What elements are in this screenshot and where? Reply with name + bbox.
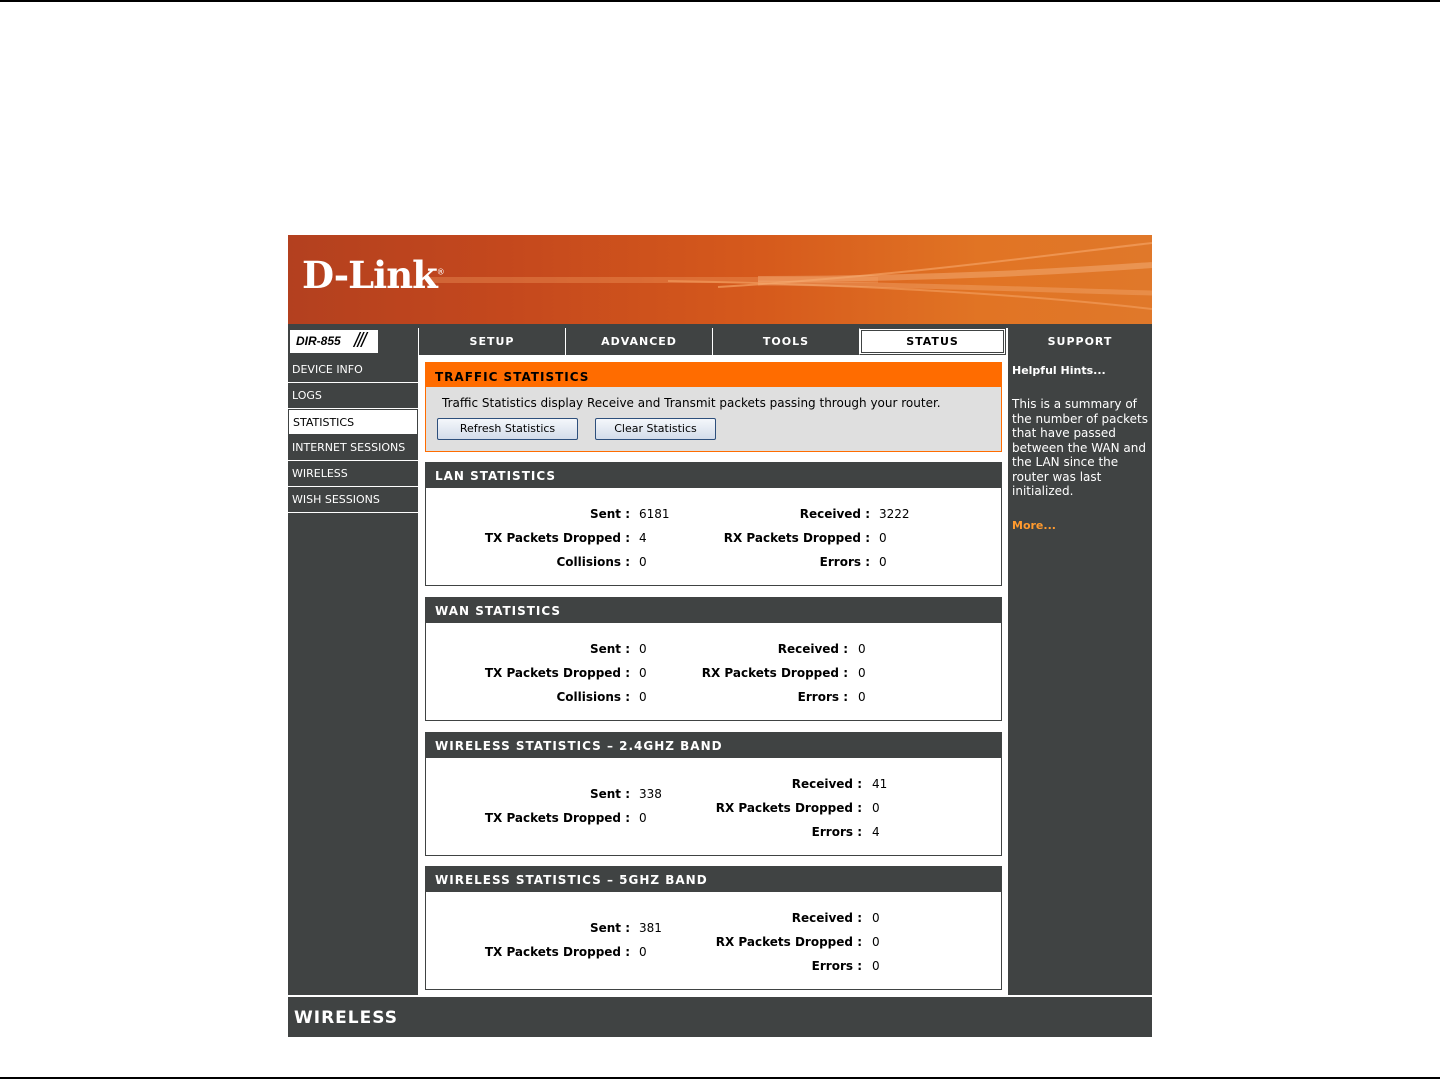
tab-advanced[interactable]: ADVANCED — [565, 328, 712, 355]
model-slash-graphic: /// — [354, 330, 365, 352]
lan-tx-dropped-value: 4 — [639, 531, 647, 545]
lan-sent-value: 6181 — [639, 507, 670, 521]
lan-rx-dropped-value: 0 — [879, 531, 887, 545]
main-content — [420, 355, 1006, 995]
sidebar-item-internet-sessions[interactable]: INTERNET SESSIONS — [288, 435, 418, 461]
wan-errors-value: 0 — [858, 690, 866, 704]
footer-wireless-label: WIRELESS — [294, 1008, 398, 1028]
clear-statistics-button[interactable]: Clear Statistics — [595, 418, 716, 440]
lan-errors-label: Errors : — [820, 555, 870, 569]
lan-received-label: Received : — [800, 507, 870, 521]
wireless24-tx-dropped-label: TX Packets Dropped : — [485, 811, 630, 825]
sidebar-item-wireless[interactable]: WIRELESS — [288, 461, 418, 487]
sidebar-item-logs[interactable]: LOGS — [288, 383, 418, 409]
sidebar-item-device-info[interactable]: DEVICE INFO — [288, 357, 418, 383]
wireless5-tx-dropped-value: 0 — [639, 945, 647, 959]
helpful-hints-title: Helpful Hints... — [1012, 364, 1106, 377]
lan-received-value: 3222 — [879, 507, 910, 521]
wan-errors-label: Errors : — [798, 690, 848, 704]
model-cell — [288, 328, 418, 355]
wireless24-sent-value: 338 — [639, 787, 662, 801]
wireless24-sent-label: Sent : — [590, 787, 630, 801]
wireless5-rx-dropped-value: 0 — [872, 935, 880, 949]
wireless24-rx-dropped-value: 0 — [872, 801, 880, 815]
sidebar — [288, 357, 418, 513]
lan-rx-dropped-label: RX Packets Dropped : — [724, 531, 870, 545]
wireless5-rx-dropped-label: RX Packets Dropped : — [716, 935, 862, 949]
wan-collisions-label: Collisions : — [556, 690, 630, 704]
sidebar-item-wish-sessions[interactable]: WISH SESSIONS — [288, 487, 418, 513]
traffic-statistics-panel — [425, 362, 1002, 452]
wireless5-sent-value: 381 — [639, 921, 662, 935]
model-box — [290, 330, 378, 353]
helpful-hints-text: This is a summary of the number of packets that have passed between the WAN and the LAN since the router was last initialized. — [1012, 397, 1148, 498]
sidebar-item-statistics[interactable]: STATISTICS — [288, 409, 418, 435]
wireless5-received-value: 0 — [872, 911, 880, 925]
wireless24-errors-label: Errors : — [812, 825, 862, 839]
banner — [288, 235, 1152, 324]
wan-rx-dropped-label: RX Packets Dropped : — [702, 666, 848, 680]
wan-tx-dropped-value: 0 — [639, 666, 647, 680]
bottom-rule — [0, 1077, 1440, 1079]
helpful-hints-panel — [1006, 355, 1152, 995]
model-label: DIR-855 — [296, 334, 341, 348]
wireless5-received-label: Received : — [792, 911, 862, 925]
dlink-logo: D-Link® — [302, 253, 444, 297]
wan-rx-dropped-value: 0 — [858, 666, 866, 680]
wireless5-errors-value: 0 — [872, 959, 880, 973]
wan-received-label: Received : — [778, 642, 848, 656]
traffic-statistics-description: Traffic Statistics display Receive and Transmit packets passing through your router. — [442, 396, 941, 410]
refresh-statistics-button[interactable]: Refresh Statistics — [437, 418, 578, 440]
lan-collisions-label: Collisions : — [556, 555, 630, 569]
wireless5-sent-label: Sent : — [590, 921, 630, 935]
wireless-24ghz-statistics-panel — [425, 732, 1002, 856]
wireless5-errors-label: Errors : — [812, 959, 862, 973]
wireless-5ghz-statistics-panel — [425, 866, 1002, 990]
wan-received-value: 0 — [858, 642, 866, 656]
wireless-24ghz-statistics-title: WIRELESS STATISTICS – 2.4GHZ BAND — [426, 733, 1001, 758]
lan-statistics-panel — [425, 462, 1002, 586]
wireless-5ghz-statistics-title: WIRELESS STATISTICS – 5GHZ BAND — [426, 867, 1001, 892]
wan-collisions-value: 0 — [639, 690, 647, 704]
router-admin-page — [288, 235, 1152, 1037]
more-link[interactable]: More... — [1012, 519, 1056, 532]
wireless24-received-label: Received : — [792, 777, 862, 791]
top-rule — [0, 0, 1440, 2]
wireless24-tx-dropped-value: 0 — [639, 811, 647, 825]
wan-statistics-panel — [425, 597, 1002, 721]
wan-sent-value: 0 — [639, 642, 647, 656]
lan-collisions-value: 0 — [639, 555, 647, 569]
traffic-statistics-title: TRAFFIC STATISTICS — [426, 363, 1001, 387]
wireless24-rx-dropped-label: RX Packets Dropped : — [716, 801, 862, 815]
footer — [288, 995, 1152, 1037]
wireless5-tx-dropped-label: TX Packets Dropped : — [485, 945, 630, 959]
lan-tx-dropped-label: TX Packets Dropped : — [485, 531, 630, 545]
wan-sent-label: Sent : — [590, 642, 630, 656]
wan-statistics-title: WAN STATISTICS — [426, 598, 1001, 623]
tab-setup[interactable]: SETUP — [418, 328, 565, 355]
tab-tools[interactable]: TOOLS — [712, 328, 859, 355]
lan-sent-label: Sent : — [590, 507, 630, 521]
wan-tx-dropped-label: TX Packets Dropped : — [485, 666, 630, 680]
lan-statistics-title: LAN STATISTICS — [426, 463, 1001, 488]
lan-errors-value: 0 — [879, 555, 887, 569]
wireless24-received-value: 41 — [872, 777, 888, 791]
tab-support[interactable]: SUPPORT — [1006, 328, 1152, 355]
tab-status[interactable]: STATUS — [859, 328, 1006, 355]
wireless24-errors-value: 4 — [872, 825, 880, 839]
